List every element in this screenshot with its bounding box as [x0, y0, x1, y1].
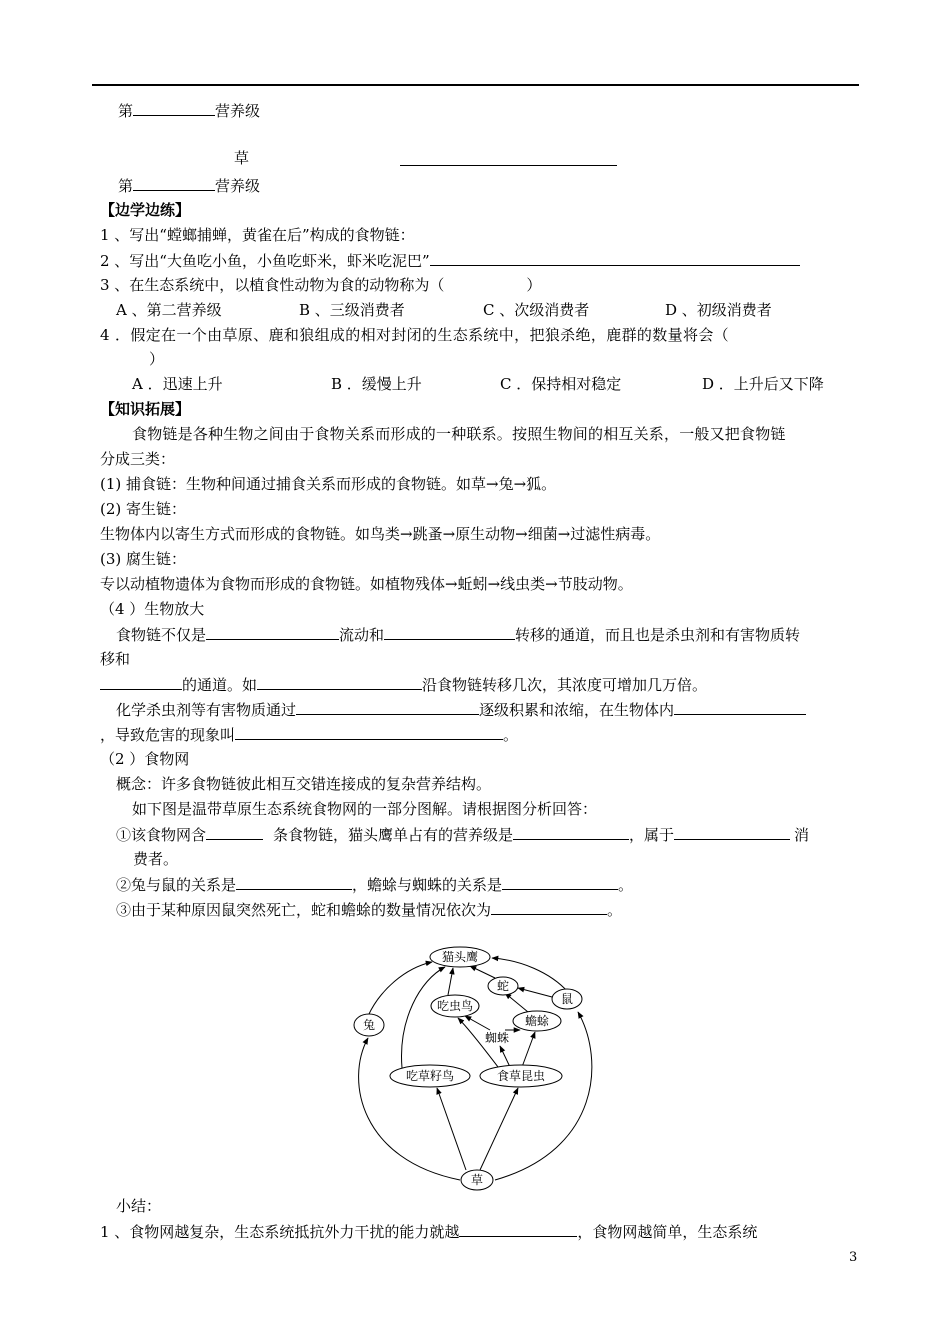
biomag-line-4: 化学杀虫剂等有害物质通过 逐级积累和浓缩，在生物体内 [116, 699, 806, 720]
web-question-3: ③由于某种原因鼠突然死亡，蛇和蟾蜍的数量情况依次为 。 [116, 901, 623, 919]
summary-line-1: 1 、食物网越复杂，生态系统抵抗外力干扰的能力就越 ，食物网越简单，生态系统 [100, 1223, 758, 1241]
edge-rabbit-owl [368, 962, 432, 1016]
q4-option-d[interactable]: D ．上升后又下降 [702, 375, 824, 393]
edge-grass-mouse [495, 1012, 592, 1180]
label-spider: 蜘蛛 [484, 1031, 510, 1045]
answer-blank[interactable] [296, 699, 479, 715]
answer-blank[interactable] [257, 674, 422, 690]
web-question-1: ①该食物网含 条食物链，猫头鹰单占有的营养级是 ，属于 消 [116, 826, 810, 844]
edge-mouse-snake [518, 988, 552, 997]
edge-grass-insect [480, 1088, 518, 1170]
question-2: 2 、写出“大鱼吃小鱼，小鱼吃虾米，虾米吃泥巴” [100, 250, 800, 271]
q3-option-d[interactable]: D 、初级消费者 [665, 301, 772, 319]
grass-label: 草 [234, 149, 250, 167]
answer-blank[interactable] [502, 874, 618, 890]
label-insect: 食草昆虫 [496, 1069, 546, 1083]
biomag-line-5: ，导致危害的现象叫 。 [100, 726, 519, 744]
label-owl: 猫头鹰 [441, 950, 479, 964]
level-line-2: 第 营养级 [118, 177, 261, 195]
saprophytic-chain-title: (3) 腐生链： [100, 550, 187, 568]
biomag-line-1: 食物链不仅是 流动和 转移的通道，而且也是杀虫剂和有害物质转 [116, 626, 801, 644]
biomagnification-title: （4 ）生物放大 [100, 600, 205, 618]
answer-blank[interactable] [459, 1221, 577, 1237]
label-seedbird: 吃草籽鸟 [405, 1069, 455, 1083]
q4-option-b[interactable]: B ．缓慢上升 [331, 375, 422, 393]
answer-blank[interactable] [133, 175, 215, 191]
answer-line[interactable] [400, 165, 617, 166]
food-web-diagram [340, 938, 610, 1198]
answer-blank[interactable] [384, 624, 515, 640]
q4-close: ） [149, 350, 165, 368]
edge-insect-toad [522, 1032, 535, 1067]
answer-blank[interactable] [133, 100, 215, 116]
edge-grass-seedbird [437, 1088, 466, 1170]
question-4: 4 ．假定在一个由草原、鹿和狼组成的相对封闭的生态系统中，把狼杀绝，鹿群的数量将会（ [100, 326, 730, 344]
label-rabbit: 兔 [362, 1018, 376, 1032]
food-web-concept: 概念：许多食物链彼此相互交错连接成的复杂营养结构。 [116, 775, 492, 793]
question-3: 3 、在生态系统中，以植食性动物为食的动物称为（ ） [100, 276, 542, 294]
q3-option-b[interactable]: B 、三级消费者 [299, 301, 405, 319]
saprophytic-chain-body: 专以动植物遗体为食物而形成的食物链。如植物残体→蚯蚓→线虫类→节肢动物。 [100, 575, 633, 593]
answer-blank[interactable] [206, 824, 263, 840]
parasitic-chain-body: 生物体内以寄生方式而形成的食物链。如鸟类→跳蚤→原生动物→细菌→过滤性病毒。 [100, 525, 661, 543]
q4-option-a[interactable]: A ．迅速上升 [132, 375, 223, 393]
web-question-1-cont: 费者。 [133, 850, 179, 868]
edge-seedbird-owl [402, 967, 445, 1068]
question-1: 1 、写出“螳螂捕蝉，黄雀在后”构成的食物链： [100, 226, 415, 244]
extension-heading: 【知识拓展】 [100, 400, 191, 418]
food-web-intro: 如下图是温带草原生态系统食物网的一部分图解。请根据图分析回答： [132, 800, 598, 818]
label-toad: 蟾蜍 [524, 1014, 550, 1028]
answer-blank[interactable] [206, 624, 339, 640]
edge-spider-insectbird [465, 1016, 490, 1030]
answer-blank[interactable] [513, 824, 629, 840]
edge-snake-owl [470, 966, 495, 978]
biomag-line-3: 的通道。如 沿食物链转移几次，其浓度可增加几万倍。 [100, 674, 707, 695]
biomag-line-2: 移和 [100, 650, 131, 668]
q4-option-c[interactable]: C ．保持相对稳定 [500, 375, 622, 393]
web-question-2: ②兔与鼠的关系是 ，蟾蜍与蜘蛛的关系是 。 [116, 876, 634, 894]
answer-blank[interactable] [236, 874, 352, 890]
practice-heading: 【边学边练】 [100, 201, 191, 219]
top-rule [92, 84, 859, 86]
edge-insectbird-owl [448, 968, 453, 995]
intro-line-2: 分成三类： [100, 450, 176, 468]
answer-blank[interactable] [235, 724, 503, 740]
answer-blank[interactable] [674, 824, 790, 840]
answer-blank[interactable] [430, 250, 800, 266]
q3-option-a[interactable]: A 、第二营养级 [116, 301, 222, 319]
answer-blank[interactable] [100, 674, 182, 690]
predation-chain: (1) 捕食链：生物种间通过捕食关系而形成的食物链。如草→兔→狐。 [100, 475, 557, 493]
label-mouse: 鼠 [560, 992, 574, 1006]
label-grass: 草 [470, 1173, 484, 1187]
intro-line-1: 食物链是各种生物之间由于食物关系而形成的一种联系。按照生物间的相互关系，一般又把食物链 [132, 425, 786, 443]
answer-blank[interactable] [491, 899, 607, 915]
label-insectbird: 吃虫鸟 [436, 999, 474, 1013]
q3-option-c[interactable]: C 、次级消费者 [483, 301, 590, 319]
parasitic-chain-title: (2) 寄生链： [100, 500, 187, 518]
level-line-1: 第 营养级 [118, 102, 261, 120]
page-number: 3 [849, 1250, 858, 1265]
food-web-title: （2 ）食物网 [100, 750, 190, 768]
answer-blank[interactable] [674, 699, 806, 715]
label-snake: 蛇 [496, 979, 510, 993]
summary-title: 小结： [116, 1197, 162, 1215]
edge-toad-snake [505, 993, 528, 1012]
edge-insect-spider [500, 1046, 510, 1067]
